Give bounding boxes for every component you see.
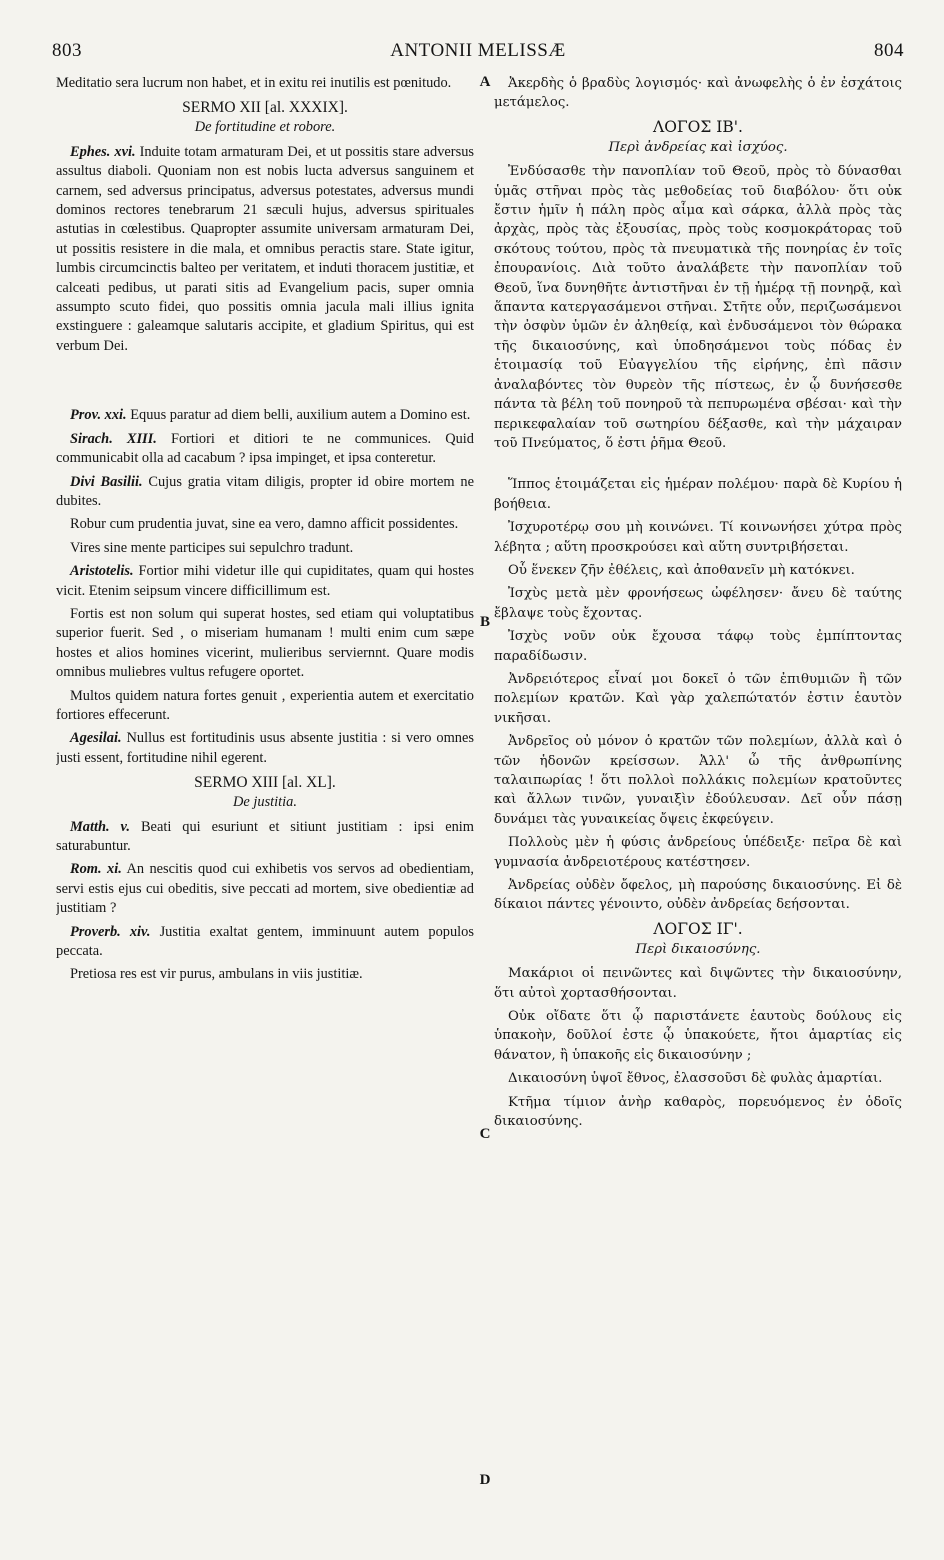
latin-paragraph: Vires sine mente participes sui sepulchro tradunt. xyxy=(70,539,354,556)
section-marker-c: C xyxy=(479,1126,491,1142)
section-marker-d: D xyxy=(479,1472,491,1488)
source-reference: Proverb. xiv. xyxy=(70,923,151,940)
greek-paragraph: Πολλοὺς μὲν ἡ φύσις ἀνδρείους ὑπέδειξε· πεῖρα δὲ καὶ γυμνασία ἀνδρειοτέρους κατέστησεν. xyxy=(494,835,902,870)
latin-text: Induite totam armaturam Dei, et ut possitis stare adversus assultus diaboli. Quoniam non est nobis lucta adversus sanguinem et carnem, sed adversus principatus, adversus potestates, adversus mundi dominos rectores tenebrarum 21 sæculi hujus, adversus spirituales astutias in cœlestibus. Quapropter assumite universam armaturam Dei, ut possitis resistere in die mala, et omnibus peractis stare. State igitur, lumbis circumcinctis balteo per veritatem, et induti thoracem justitiæ, et calceati pedibus, ut parati sitis ad Evangelium pacis, super omnia assumpto scuto fidei, quo possitis omnia jacula mali illius ignita exstinguere : galeamque salutaris accipite, et gladium Spiritus, qui est verbum Dei. xyxy=(56,143,474,354)
greek-paragraph: Ἀνδρεῖος οὐ μόνον ὁ κρατῶν τῶν πολεμίων, ἀλλὰ καὶ ὁ τῶν ἡδονῶν κρείσσων. Ἀλλ' ὦ τῆς ἀνθρωπίνης ταλαιπωρίας ! ὅτι πολλοὶ πολλάκις πολεμίων κρατοῦντες καὶ ἄλλων τινῶν, γυναιξὶν ἐδούλευσαν. Δεῖ οὖν πάσῃ δυνάμει τὰς γυναικείας ὄψεις ἐκφεύγειν. xyxy=(494,734,902,827)
page-header xyxy=(52,40,904,66)
greek-paragraph: Ἀκερδὴς ὁ βραδὺς λογισμός· καὶ ἀνωφελὴς ὁ ἐν ἐσχάτοις μετάμελος. xyxy=(494,76,902,111)
greek-paragraph: Οὐκ οἴδατε ὅτι ᾧ παριστάνετε ἑαυτοὺς δούλους εἰς ὑπακοὴν, δοῦλοί ἐστε ᾧ ὑπακούετε, ἤτοι ἁμαρτίας εἰς θάνατον, ἢ ὑπακοῆς εἰς δικαιοσύνην ; xyxy=(494,1009,902,1063)
greek-paragraph: Δικαιοσύνη ὑψοῖ ἔθνος, ἐλασσοῦσι δὲ φυλὰς ἁμαρτίαι. xyxy=(508,1071,883,1087)
source-reference: Sirach. XIII. xyxy=(70,430,157,447)
latin-paragraph xyxy=(56,143,474,356)
sermo-13-subtitle: De justitia. xyxy=(233,794,297,811)
latin-text: Equus paratur ad diem belli, auxilium autem a Domino est. xyxy=(130,407,471,424)
greek-paragraph: Ἵππος ἑτοιμάζεται εἰς ἡμέραν πολέμου· παρὰ δὲ Κυρίου ἡ βοήθεια. xyxy=(494,477,902,512)
latin-paragraph xyxy=(56,818,474,857)
spacer xyxy=(56,360,474,406)
greek-paragraph: Ἰσχὺς μετὰ μὲν φρονήσεως ὠφέλησεν· ἄνευ δὲ ταύτης ἔβλαψε τοὺς ἔχοντας. xyxy=(494,586,902,621)
sermo-12-subtitle: De fortitudine et robore. xyxy=(194,119,336,136)
greek-paragraph: Μακάριοι οἱ πεινῶντες καὶ διψῶντες τὴν δικαιοσύνην, ὅτι αὐτοὶ χορτασθήσονται. xyxy=(494,966,902,1001)
source-reference: Aristotelis. xyxy=(70,563,134,580)
latin-paragraph xyxy=(56,473,474,512)
logos-13-subtitle: Περὶ δικαιοσύνης. xyxy=(635,941,761,957)
source-reference: Rom. xi. xyxy=(70,861,122,878)
latin-text: Justitia exaltat gentem, imminuunt autem populos peccata. xyxy=(56,923,474,960)
logos-12-heading: ΛΟΓΟΣ ΙΒ'. xyxy=(653,117,743,136)
latin-paragraph xyxy=(56,430,474,469)
latin-text: Fortior mihi videtur ille qui cupiditates, quam qui hostes vicit. Etenim seipsum vincere difficillimum est. xyxy=(56,563,474,599)
greek-paragraph: Κτῆμα τίμιον ἀνὴρ καθαρὸς, πορευόμενος ἐν ὁδοῖς δικαιοσύνης. xyxy=(494,1094,902,1130)
greek-paragraph: Ἰσχὺς νοῦν οὐκ ἔχουσα τάφῳ τοὺς ἐμπίπτοντας παραδίδωσιν. xyxy=(494,629,902,664)
greek-paragraph: Ἰσχυροτέρῳ σου μὴ κοινώνει. Τί κοινωνήσει χύτρα πρὸς λέβητα ; αὕτη προσκρούσει καὶ αὕτη συντριβήσεται. xyxy=(494,520,902,555)
spacer xyxy=(494,457,902,475)
latin-text: Fortiori et ditiori te ne communices. Quid communicabit olla ad cacabum ? ipsa impinget, et ipsa conteretur. xyxy=(56,430,474,467)
right-page-number: 804 xyxy=(874,40,904,61)
section-marker-b: B xyxy=(479,614,490,630)
source-reference: Agesilai. xyxy=(70,730,122,747)
latin-paragraph: Fortis est non solum qui superat hostes, sed etiam qui voluptatibus superior fuerit. Sed , o miseriam humanam ! multi enim cum sæpe hostes et alios homines vicerint, mulieribus serviernnt. Quare modis omnibus muliebres vultus refugere oportet. xyxy=(56,605,474,681)
latin-paragraph: Pretiosa res est vir purus, ambulans in viis justitiæ. xyxy=(70,966,363,983)
latin-paragraph: Multos quidem natura fortes genuit , experientia autem et exercitatio fortiores effecerunt. xyxy=(56,687,474,723)
latin-paragraph: Robur cum prudentia juvat, sine ea vero, damno afficit possidentes. xyxy=(70,516,459,533)
section-marker-a: A xyxy=(479,74,491,90)
latin-paragraph xyxy=(56,406,474,425)
latin-column xyxy=(56,74,474,1540)
source-reference: Prov. xxi. xyxy=(70,407,127,424)
source-reference: Divi Basilii. xyxy=(70,473,143,490)
greek-paragraph: Οὗ ἕνεκεν ζῆν ἐθέλεις, καὶ ἀποθανεῖν μὴ κατόκνει. xyxy=(508,562,855,578)
source-reference: Ephes. xvi. xyxy=(70,143,136,160)
latin-text: Cujus gratia vitam diligis, propter id obire mortem ne dubites. xyxy=(56,473,474,509)
logos-13-heading: ΛΟΓΟΣ ΙΓ'. xyxy=(653,919,743,938)
source-reference: Matth. v. xyxy=(70,818,130,835)
latin-paragraph xyxy=(56,923,474,962)
greek-column xyxy=(494,74,902,1540)
greek-paragraph: Ἀνδρειότερος εἶναί μοι δοκεῖ ὁ τῶν ἐπιθυμιῶν ἢ τῶν πολεμίων κρατῶν. Καὶ γὰρ χαλεπώτατόν ἐστιν ἑαυτὸν νικῆσαι. xyxy=(494,671,902,726)
latin-text: Nullus est fortitudinis usus absente justitia : si vero omnes justi essent, fortitudine nihil egerent. xyxy=(56,730,474,766)
greek-paragraph: Ἐνδύσασθε τὴν πανοπλίαν τοῦ Θεοῦ, πρὸς τὸ δύνασθαι ὑμᾶς στῆναι πρὸς τὰς μεθοδείας τοῦ διαβόλου· ὅτι οὐκ ἔστιν ἡμῖν ἡ πάλη πρὸς αἷμα καὶ σάρκα, ἀλλὰ πρὸς τὰς ἀρχὰς, πρὸς τὰς ἐξουσίας, πρὸς τοὺς κοσμοκράτορας τοῦ σκότους τούτου, πρὸς τὰ πνευματικὰ τῆς πονηρίας ἐν τοῖς ἐπουρανίοις. Διὰ τοῦτο ἀναλάβετε τὴν πανοπλίαν τοῦ Θεοῦ, ἵνα δυνηθῆτε ἀντιστῆναι ἐν τῇ ἡμέρᾳ τῇ πονηρᾷ, καὶ ἅπαντα κατεργασάμενοι στῆναι. Στῆτε οὖν, περιζωσάμενοι τὴν ὀσφὺν ὑμῶν ἐν ἀληθείᾳ, καὶ ἐνδυσάμενοι τὸν θώρακα τῆς δικαιοσύνης, καὶ ὑποδησάμενοι τοὺς πόδας ἐν ἑτοιμασίᾳ τοῦ Εὐαγγελίου τῆς εἰρήνης, ἐπὶ πᾶσιν ἀναλαβόντες τὸν θυρεὸν τῆς πίστεως, ἐν ᾧ δυνήσεσθε πάντα τὰ βέλη τοῦ πονηροῦ τὰ πεπυρωμένα σβέσαι· καὶ τὴν περικεφαλαίαν τοῦ σωτηρίου δέξασθε, καὶ τὴν μάχαιραν τοῦ Πνεύματος, ὅ ἐστι ῥῆμα Θεοῦ. xyxy=(494,164,902,451)
latin-text: Beati qui esuriunt et sitiunt justitiam : ipsi enim saturabuntur. xyxy=(56,818,474,854)
running-title: ANTONII MELISSÆ xyxy=(390,40,566,61)
sermo-13-heading: SERMO XIII [al. XL]. xyxy=(194,774,336,792)
latin-paragraph: Meditatio sera lucrum non habet, et in exitu rei inutilis est pœnitudo. xyxy=(56,75,452,91)
logos-12-subtitle: Περὶ ἀνδρείας καὶ ἰσχύος. xyxy=(608,139,788,155)
latin-paragraph xyxy=(56,729,474,768)
left-page-number: 803 xyxy=(52,40,82,61)
sermo-12-heading: SERMO XII [al. XXXIX]. xyxy=(182,99,348,117)
greek-paragraph: Ἀνδρείας οὐδὲν ὄφελος, μὴ παρούσης δικαιοσύνης. Εἰ δὲ δίκαιοι πάντες γένοιντο, οὐδὲν ἀνδρείας δεήσονται. xyxy=(494,878,902,913)
latin-text: An nescitis quod cui exhibetis vos servos ad obedientiam, servi estis ejus cui obeditis, sive peccati ad mortem, sive obedientiæ ad justitiam ? xyxy=(56,861,474,917)
latin-paragraph xyxy=(56,562,474,601)
latin-paragraph xyxy=(56,860,474,918)
